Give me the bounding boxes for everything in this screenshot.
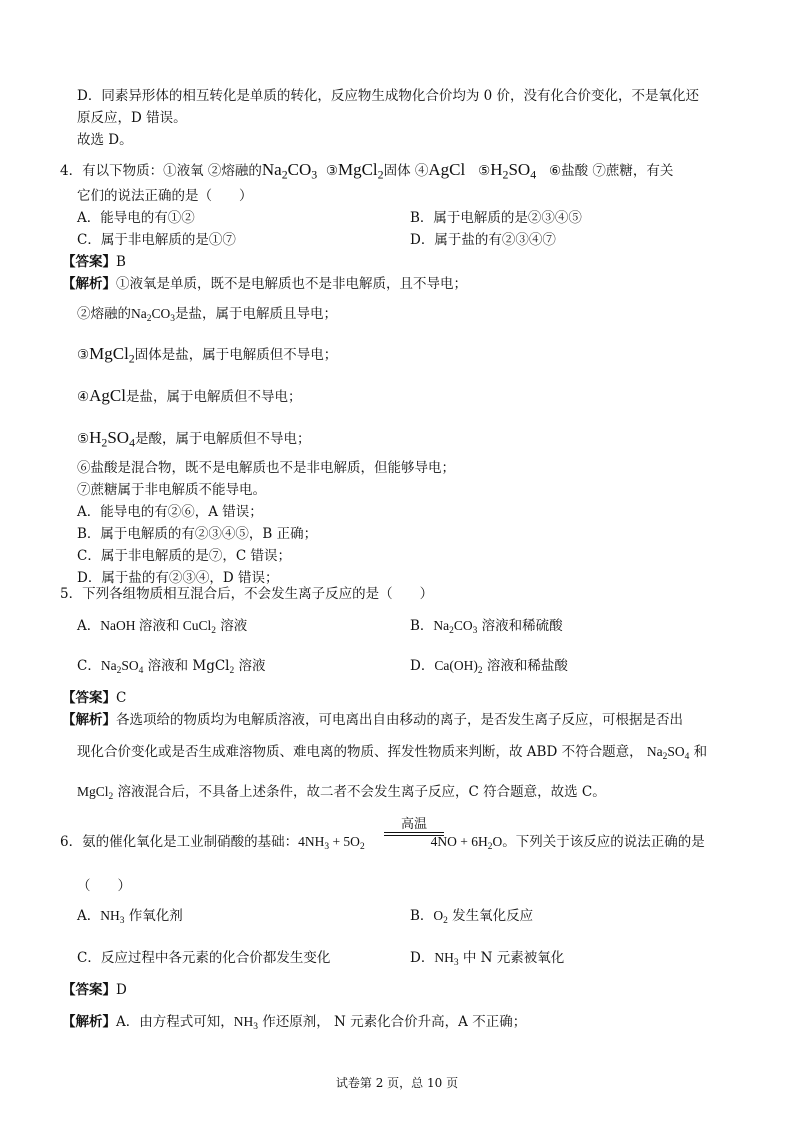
q6-option-c: C．反应过程中各元素的化合价都发生变化 xyxy=(77,950,331,966)
q5-option-a: A．NaOH 溶液和 CuCl$_2$ 溶液 xyxy=(77,618,248,636)
q5-option-b: B．$Na_2CO_3$ 溶液和稀硫酸 xyxy=(410,618,563,636)
q5-answer: 【答案】C xyxy=(62,690,127,706)
q4-analysis-1: 【解析】①液氧是单质，既不是电解质也不是非电解质，且不导电； xyxy=(62,276,467,292)
q6-answer: 【答案】D xyxy=(62,982,127,998)
formula-h2so4: $H_2SO_4$ xyxy=(490,160,537,182)
q3-option-d-line1: D．同素异形体的相互转化是单质的转化，反应物生成物化合价均为 0 价，没有化合价变化，不是氧化还 xyxy=(77,88,699,104)
q6-option-d: D．$NH_3$ 中 N 元素被氧化 xyxy=(410,950,565,968)
q5-option-c: C．$Na_2SO_4$ 溶液和 MgCl$_2$ 溶液 xyxy=(77,658,266,676)
q6-option-b: B．$O_2$ 发生氧化反应 xyxy=(410,908,534,926)
q4-analysis-10: C．属于非电解质的是⑦，C 错误； xyxy=(77,548,291,564)
question-number: 4． xyxy=(60,163,83,179)
q6-option-a: A．$NH_3$ 作氧化剂 xyxy=(77,908,183,926)
q6-bracket: （ ） xyxy=(77,878,131,894)
q4-option-a: A．能导电的有①② xyxy=(77,210,195,226)
q4-analysis-9: B．属于电解质的有②③④⑤，B 正确； xyxy=(77,526,318,542)
q4-analysis-5: $⑤H_2SO_4$是酸，属于电解质但不导电； xyxy=(77,428,311,450)
q4-analysis-11: D．属于盐的有②③④，D 错误； xyxy=(77,570,279,586)
reaction-arrow xyxy=(384,818,444,836)
q5-analysis-3: MgCl$_2$ 溶液混合后，不具备上述条件，故二者不会发生离子反应，C 符合题意，故选 C。 xyxy=(77,784,606,802)
q4-analysis-4: ④AgCl是盐，属于电解质但不导电； xyxy=(77,386,302,405)
equation-left: $4NH_3 + 5O_2$ xyxy=(298,834,365,852)
q5-analysis-2: 现化合价变化或是否生成难溶物质、难电离的物质、挥发性物质来判断，故 ABD 不符合题意， $Na_2SO_4$ 和 xyxy=(77,744,708,762)
q3-option-d-line2: 原反应，D 错误。 xyxy=(77,110,187,126)
q4-option-b: B．属于电解质的是②③④⑤ xyxy=(410,210,582,226)
q5-stem: 5．下列各组物质相互混合后，不会发生离子反应的是（ ） xyxy=(60,586,434,602)
q4-option-d: D．属于盐的有②③④⑦ xyxy=(410,232,556,248)
q4-analysis-7: ⑦蔗糖属于非电解质不能导电。 xyxy=(77,482,266,498)
q4-answer: 【答案】B xyxy=(62,254,126,270)
q4-stem: 4．有以下物质：①液氧 ②熔融的$Na_2CO_3$ ③MgCl$_2$固体 ④AgCl $⑤H_2SO_4$ ⑥盐酸 ⑦蔗糖，有关 xyxy=(60,160,674,182)
equation-right: $4NO + 6H_2O$ xyxy=(430,834,503,852)
q3-conclusion: 故选 D。 xyxy=(77,132,133,148)
equals-sign-icon xyxy=(384,832,444,836)
question-number: 6． xyxy=(60,834,83,850)
formula-na2co3: $Na_2CO_3$ xyxy=(261,160,318,182)
q5-analysis-1: 【解析】各选项给的物质均为电解质溶液，可电离出自由移动的离子，是否发生离子反应，可根据是否出 xyxy=(62,712,683,728)
formula-mgcl2: MgCl$_2$ xyxy=(337,160,384,182)
q4-analysis-8: A．能导电的有②⑥，A 错误； xyxy=(77,504,263,520)
question-number: 5． xyxy=(60,586,83,602)
page-footer: 试卷第 2 页，总 10 页 xyxy=(335,1076,459,1090)
q4-analysis-3: ③MgCl$_2$固体是盐，属于电解质但不导电； xyxy=(77,344,338,366)
q4-option-c: C．属于非电解质的是①⑦ xyxy=(77,232,236,248)
q6-analysis-1: 【解析】A．由方程式可知，$NH_3$ 作还原剂， N 元素化合价升高，A 不正确； xyxy=(62,1014,527,1032)
q5-option-d: D．$Ca(OH)_2$ 溶液和稀盐酸 xyxy=(410,658,568,676)
q6-stem: 6．氨的催化氧化是工业制硝酸的基础：$4NH_3 + 5O_2$ $4NO + 6H_2O$。下列关于该反应的说法正确的是 xyxy=(60,834,705,852)
q4-analysis-2: ②熔融的$Na_2CO_3$是盐，属于电解质且导电； xyxy=(77,306,337,324)
formula-agcl: AgCl xyxy=(428,160,466,179)
q4-stem-line2: 它们的说法正确的是（ ） xyxy=(77,188,253,204)
reaction-condition: 高温 xyxy=(400,817,427,832)
q4-analysis-6: ⑥盐酸是混合物，既不是电解质也不是非电解质，但能够导电； xyxy=(77,460,455,476)
